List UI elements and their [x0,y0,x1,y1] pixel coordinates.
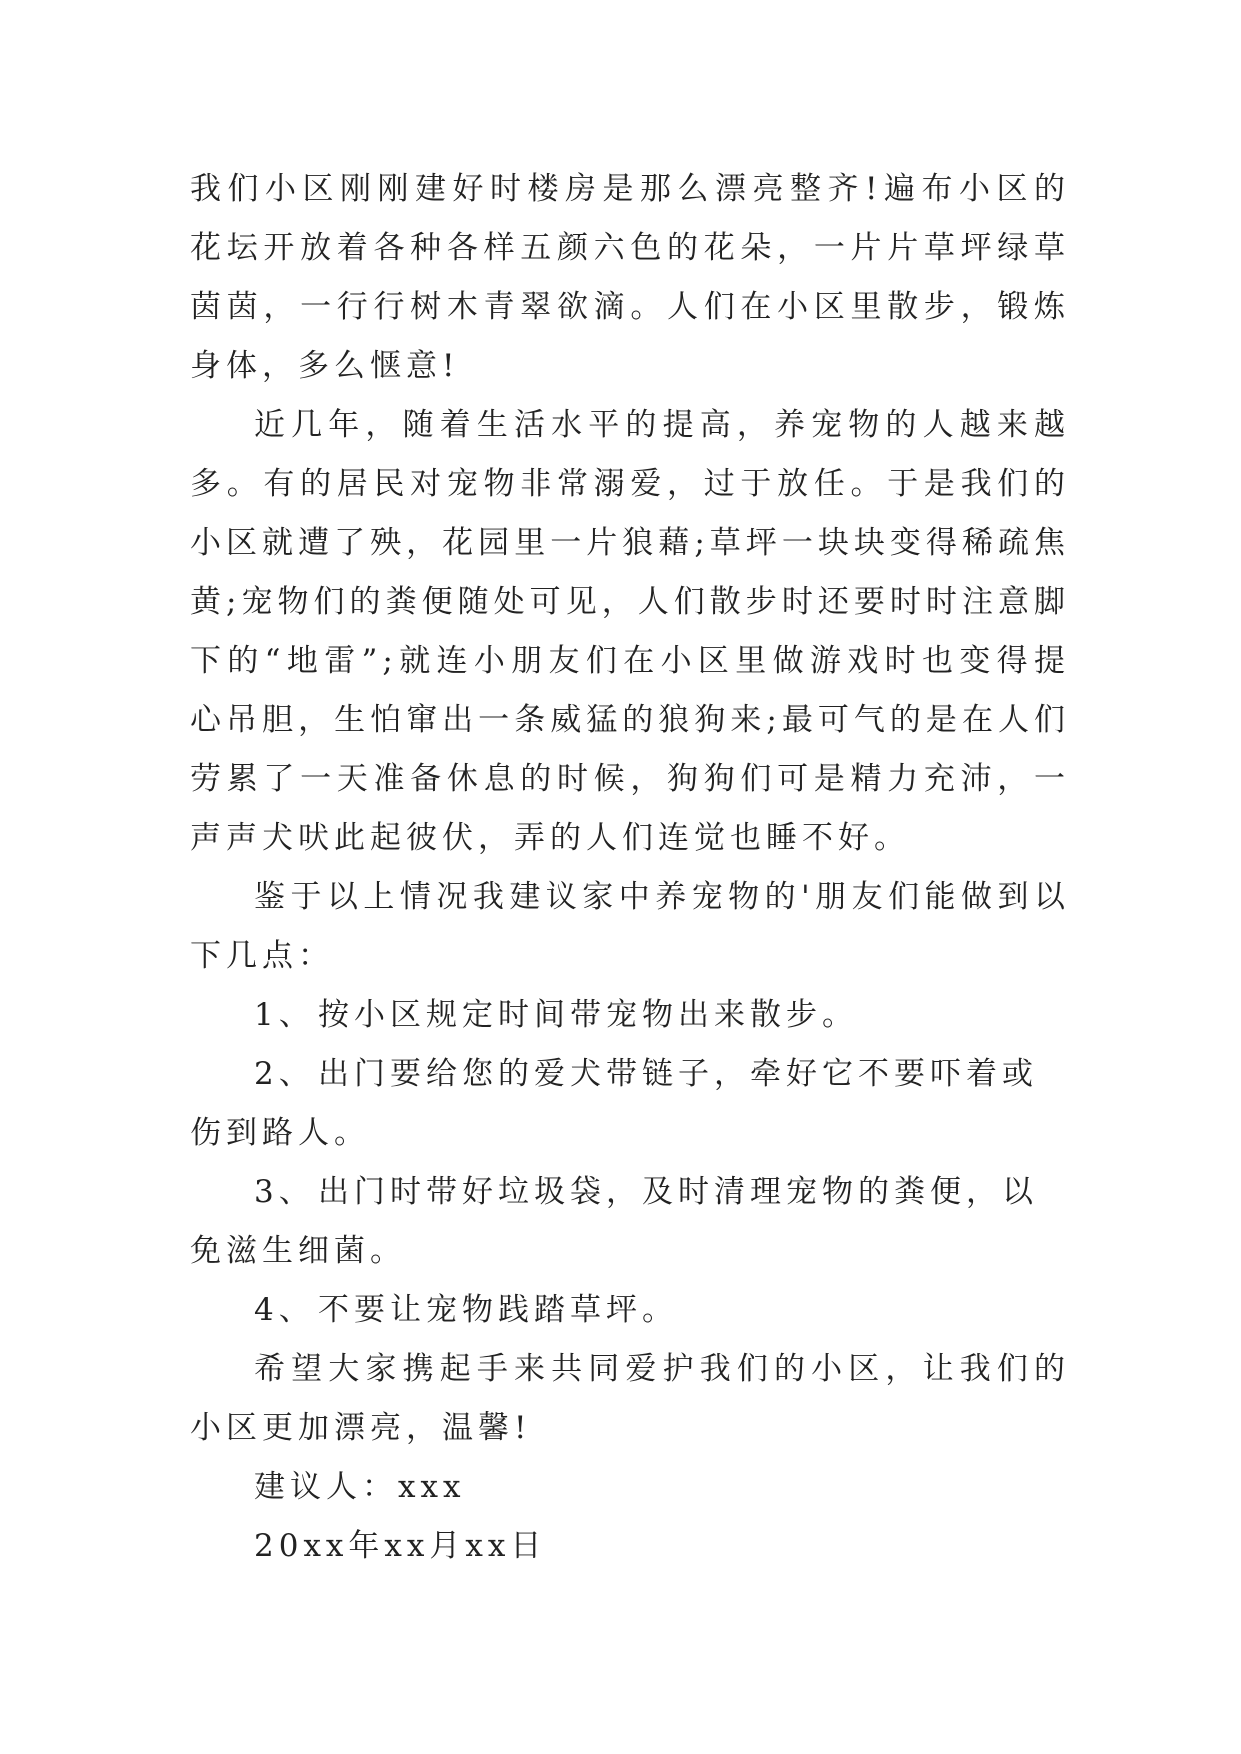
list-item [190,1045,1070,1163]
list-item-text: 出门时带好垃圾袋，及时清理宠物的粪便，以免滋生细菌。 [190,1174,1038,1269]
paragraph-closing: 希望大家携起手来共同爱护我们的小区，让我们的小区更加漂亮，温馨! [190,1351,1070,1446]
paragraph-problem: 近几年，随着生活水平的提高，养宠物的人越来越多。有的居民对宠物非常溺爱，过于放任。于是我们的小区就遭了殃，花园里一片狼藉;草坪一块块变得稀疏焦黄;宠物们的粪便随处可见，人们散步时还要时时注意脚下的“地雷”;就连小朋友们在小区里做游戏时也变得提心吊胆，生怕窜出一条威猛的狼狗来;最可气的是在人们劳累了一天准备休息的时候，狗狗们可是精力充沛，一声声犬吠此起彼伏，弄的人们连觉也睡不好。 [190,407,1070,856]
paragraph-intro: 我们小区刚刚建好时楼房是那么漂亮整齐!遍布小区的花坛开放着各种各样五颜六色的花朵，一片片草坪绿草茵茵，一行行树木青翠欲滴。人们在小区里散步，锻炼身体，多么惬意! [190,171,1070,384]
list-item-number: 3、 [254,1174,315,1210]
list-item [190,1281,1070,1340]
signer-line: 建议人：xxx [254,1469,466,1505]
paragraph-suggestion-lead: 鉴于以上情况我建议家中养宠物的'朋友们能做到以下几点： [190,879,1070,974]
document-body [190,160,1070,1576]
list-item [190,986,1070,1045]
list-item-text: 不要让宠物践踏草坪。 [318,1292,678,1328]
list-item-number: 1、 [254,997,315,1033]
list-item [190,1163,1070,1281]
list-item-number: 2、 [254,1056,315,1092]
date-line: 20xx年xx月xx日 [254,1528,547,1564]
list-item-text: 按小区规定时间带宠物出来散步。 [318,997,858,1033]
list-item-text: 出门要给您的爱犬带链子，牵好它不要吓着或伤到路人。 [190,1056,1038,1151]
list-item-number: 4、 [254,1292,315,1328]
